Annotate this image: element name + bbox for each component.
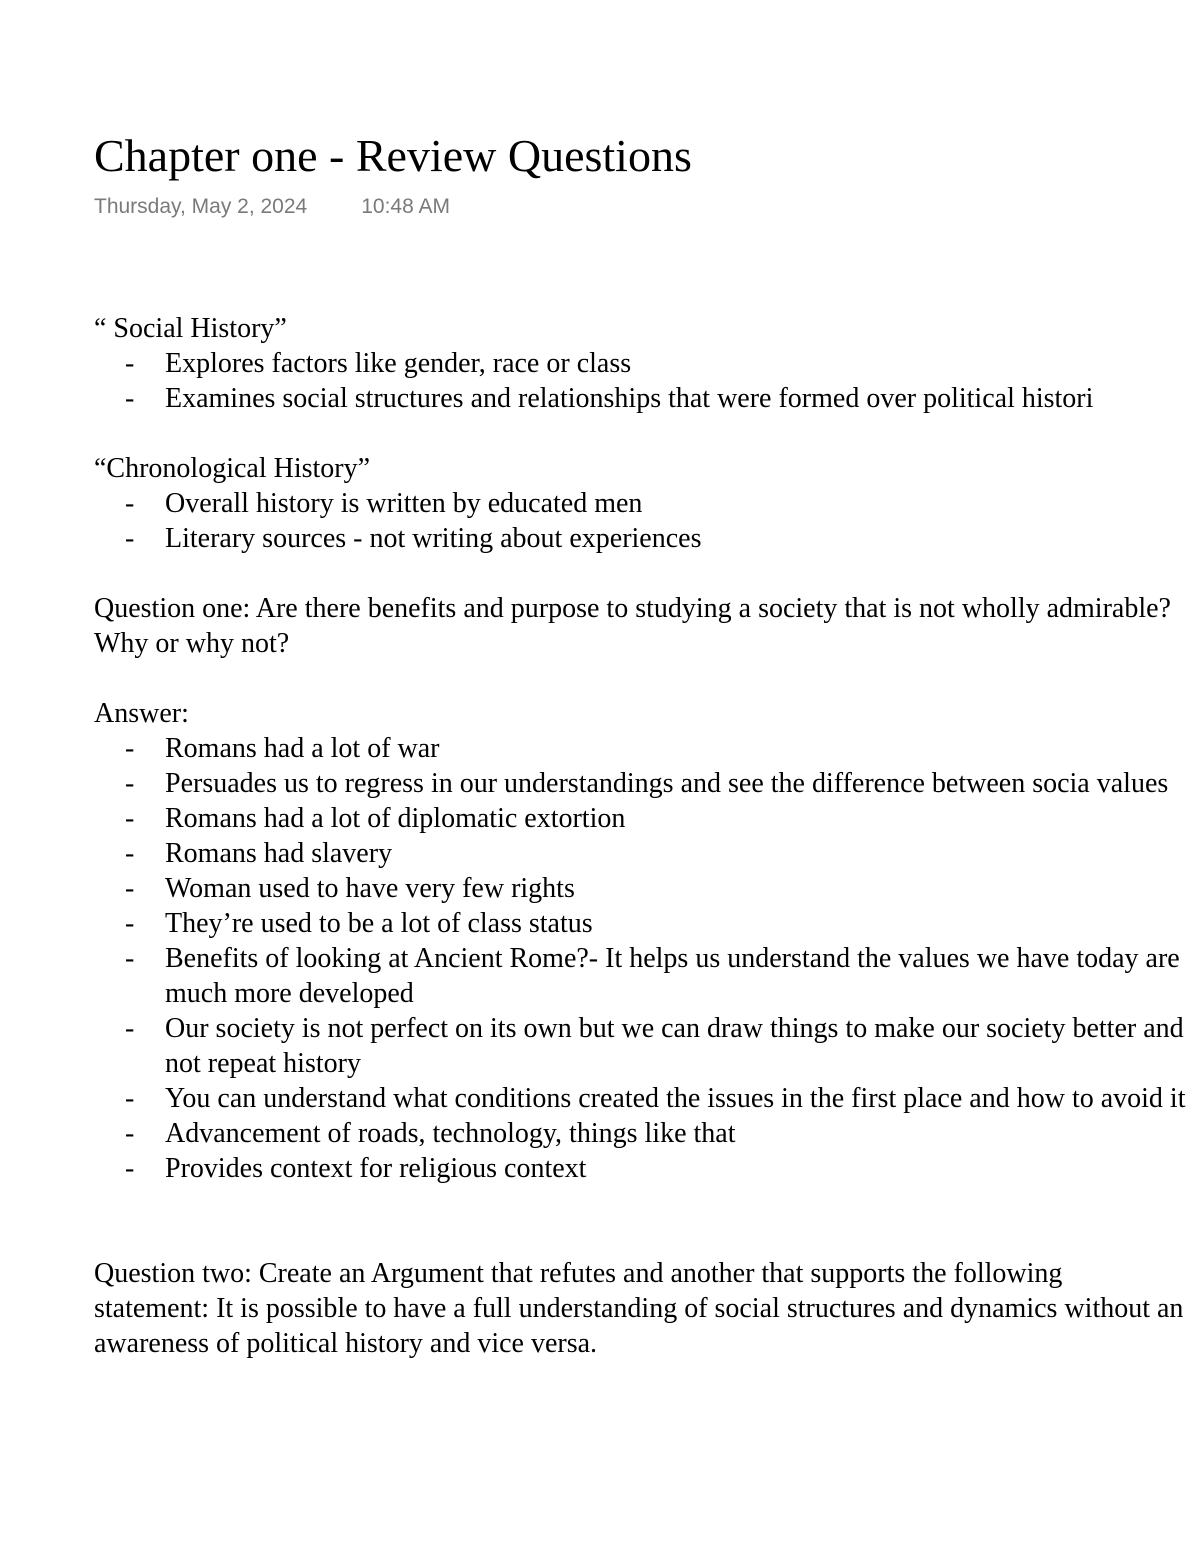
note-time: 10:48 AM [361,195,450,218]
dash-bullet: - [125,768,135,799]
dash-bullet: - [125,1083,135,1114]
dash-bullet: - [125,488,135,519]
note-timestamp [94,193,450,221]
dash-bullet: - [125,1153,135,1184]
dash-bullet: - [125,348,135,379]
dash-bullet: - [125,943,135,974]
list-item: - Overall history is written by educated men [125,488,643,519]
list-item: - Romans had a lot of war [125,733,440,764]
list-item: - Examines social structures and relationships that were formed over political histori [125,383,1094,414]
page-title: Chapter one - Review Questions [94,130,692,181]
list-item: - Literary sources - not writing about experiences [125,523,702,554]
note-date: Thursday, May 2, 2024 [94,195,308,218]
chronological-history-list [94,486,1200,556]
list-item: - Persuades us to regress in our understandings and see the difference between socia values [125,768,1169,799]
dash-bullet: - [125,1013,135,1044]
list-item: - Benefits of looking at Ancient Rome?- It helps us understand the values we have today are much more developed [125,943,1180,1009]
dash-bullet: - [125,1118,135,1149]
list-item: - Romans had a lot of diplomatic extortion [125,803,626,834]
list-item: - Explores factors like gender, race or class [125,348,632,379]
list-item: - Provides context for religious context [125,1153,587,1184]
dash-bullet: - [125,873,135,904]
answer-heading: Answer: [94,698,189,729]
dash-bullet: - [125,523,135,554]
list-item: - You can understand what conditions created the issues in the first place and how to avoid it [125,1083,1186,1114]
question-two: Question two: Create an Argument that refutes and another that supports the following statement: It is possible to have a full understanding of social structures and dynamics without an awareness of political history and vice versa. [94,1258,1184,1359]
dash-bullet: - [125,838,135,869]
social-history-list [94,346,1200,416]
question-one: Question one: Are there benefits and purpose to studying a society that is not wholly admirable? Why or why not? [94,593,1171,659]
answer-list [94,731,1200,1186]
note-body[interactable] [94,311,1200,1361]
list-item: - Woman used to have very few rights [125,873,575,904]
list-item: - Romans had slavery [125,838,393,869]
list-item: - They’re used to be a lot of class status [125,908,593,939]
dash-bullet: - [125,908,135,939]
list-item: - Advancement of roads, technology, things like that [125,1118,736,1149]
chronological-history-heading: “Chronological History” [94,453,371,484]
social-history-heading: “ Social History” [94,313,287,344]
dash-bullet: - [125,733,135,764]
dash-bullet: - [125,803,135,834]
list-item: - Our society is not perfect on its own but we can draw things to make our society better and not repeat history [125,1013,1184,1079]
dash-bullet: - [125,383,135,414]
